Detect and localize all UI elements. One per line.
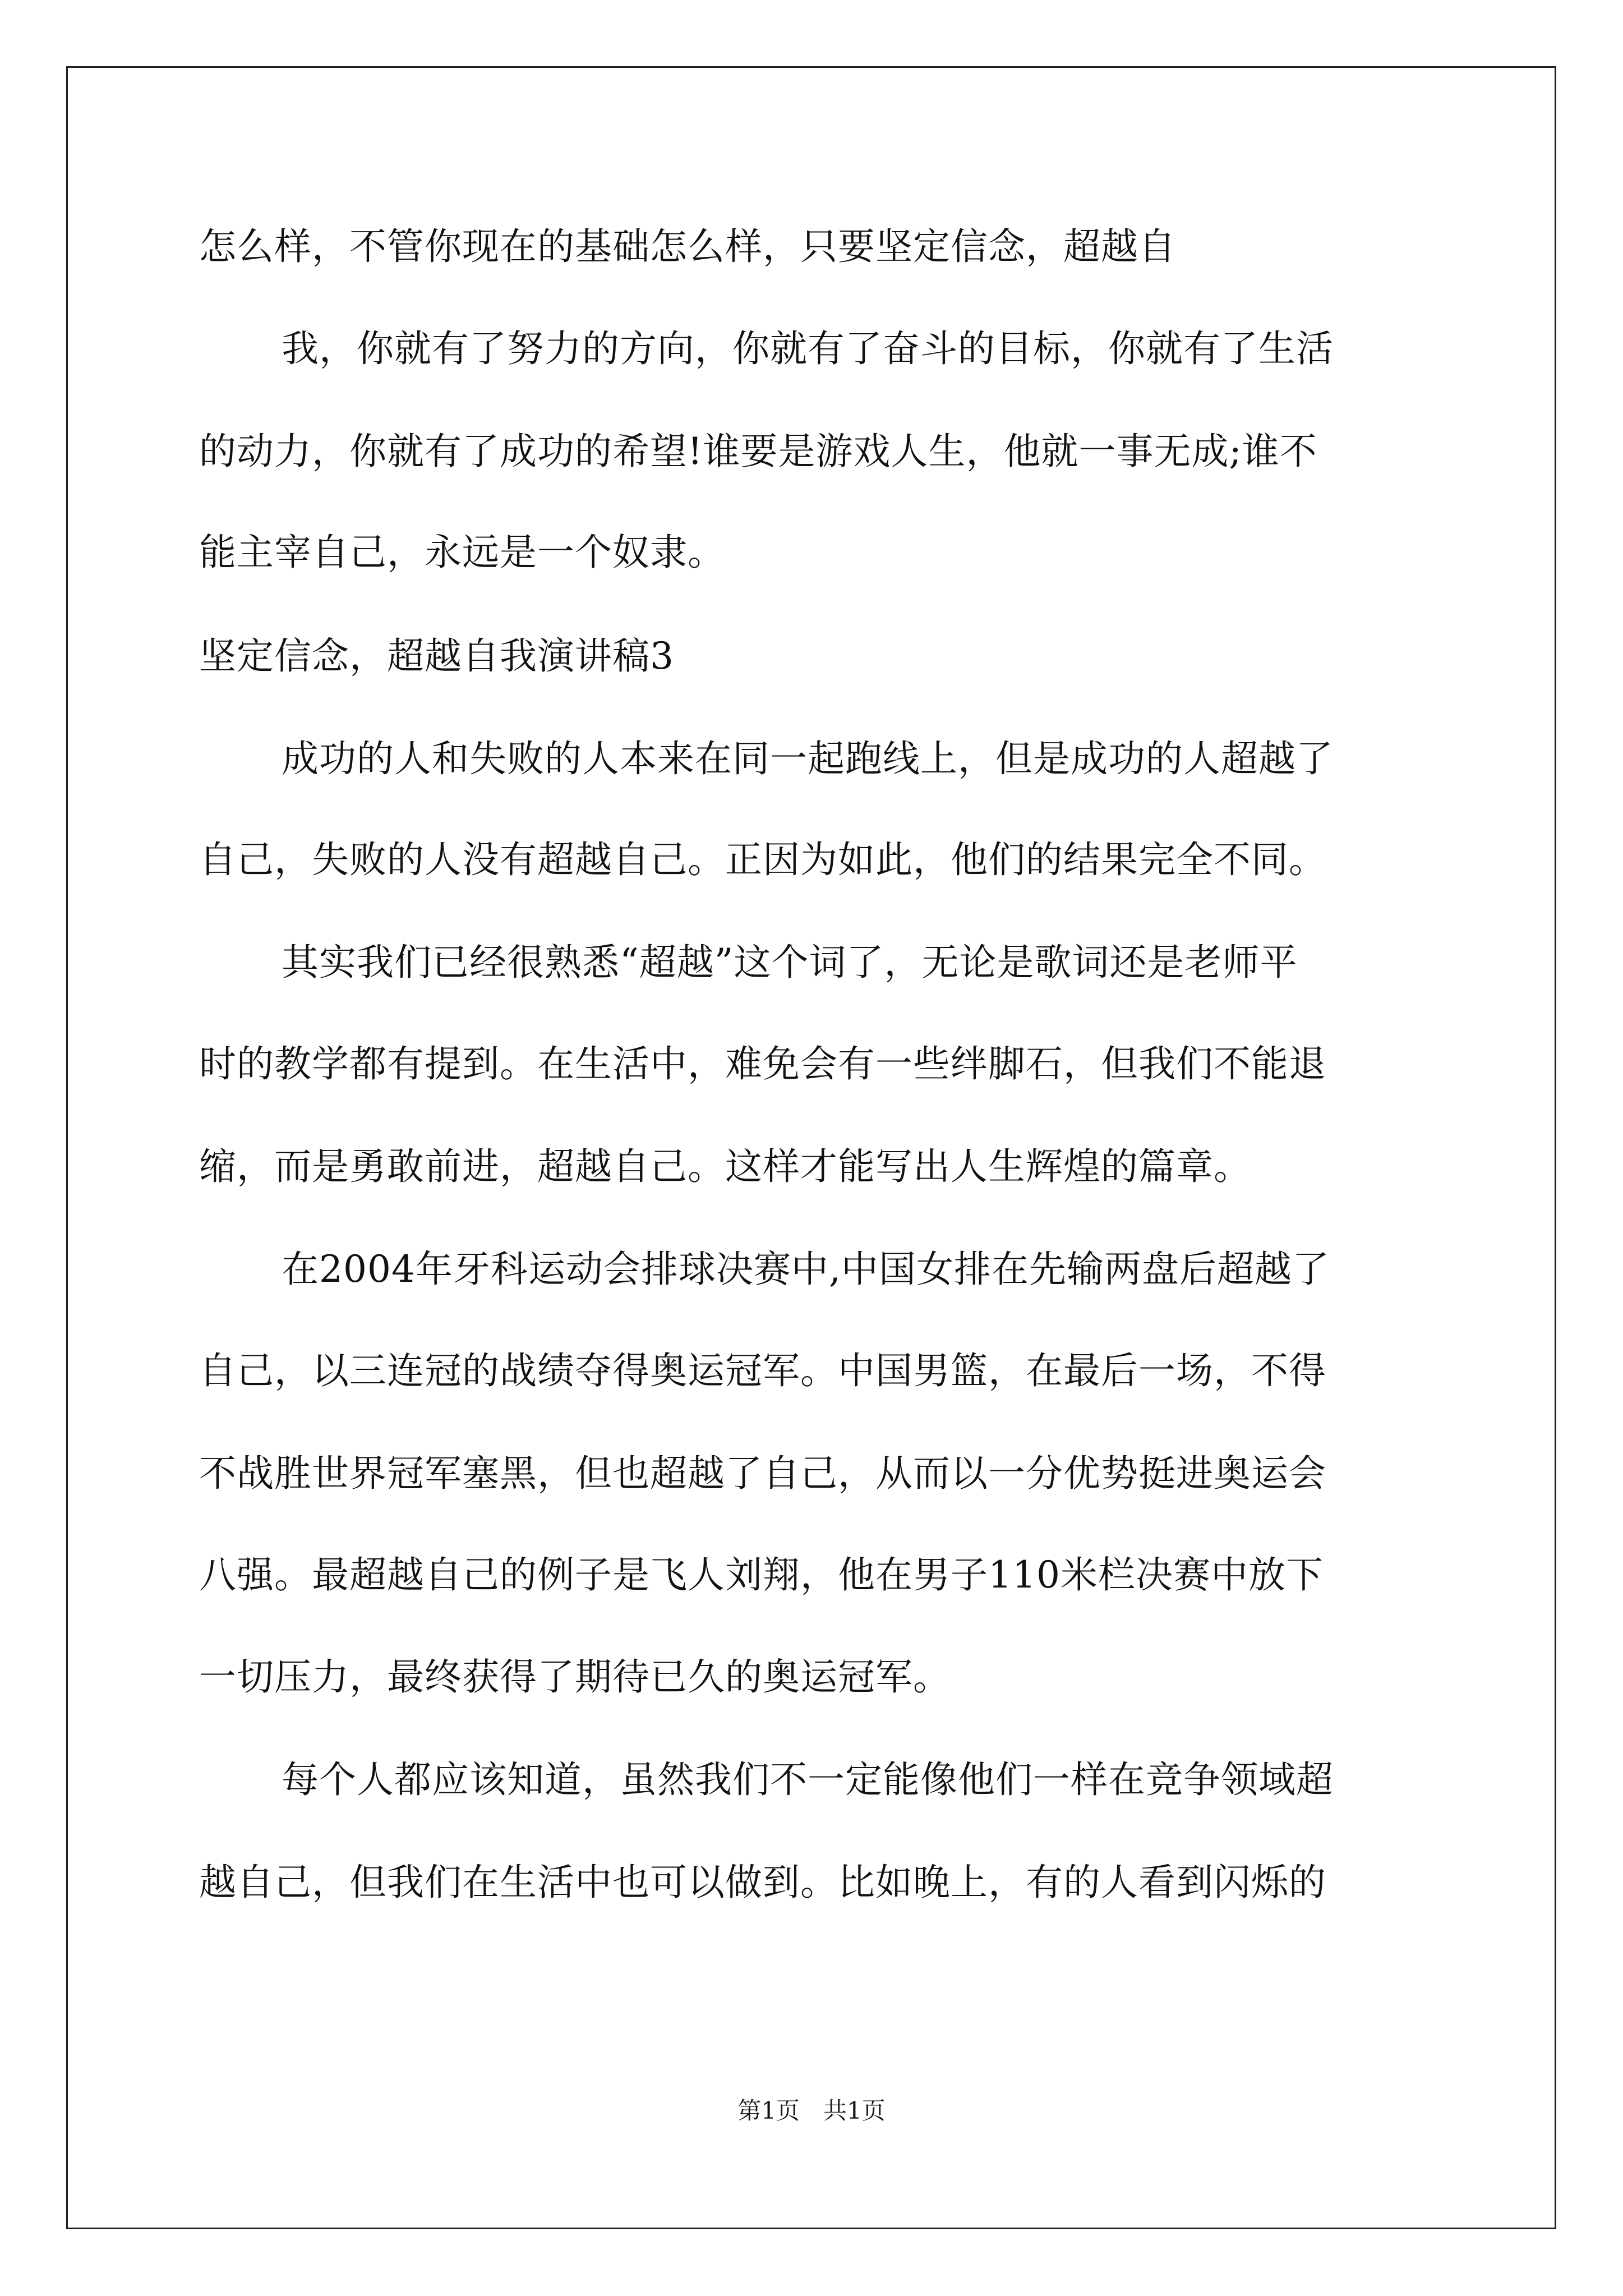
text-line: 我，你就有了努力的方向，你就有了奋斗的目标，你就有了生活: [282, 327, 1334, 370]
text-line: 怎么样，不管你现在的基础怎么样，只要坚定信念，超越自: [199, 225, 1176, 268]
text-line: 其实我们已经很熟悉“超越”这个词了，无论是歌词还是老师平: [282, 941, 1298, 984]
section-heading: 坚定信念，超越自我演讲稿3: [199, 634, 674, 678]
text-line: 八强。最超越自己的例子是飞人刘翔，他在男子110米栏决赛中放下: [199, 1553, 1324, 1596]
text-line: 一切压力，最终获得了期待已久的奥运冠军。: [199, 1655, 951, 1699]
text-line: 的动力，你就有了成功的希望!谁要是游戏人生，他就一事无成;谁不: [199, 430, 1317, 473]
text-line: 自己，以三连冠的战绩夺得奥运冠军。中国男篮，在最后一场，不得: [199, 1349, 1326, 1392]
text-line: 不战胜世界冠军塞黑，但也超越了自己，从而以一分优势挺进奥运会: [199, 1452, 1326, 1495]
text-line: 能主宰自己，永远是一个奴隶。: [199, 531, 725, 574]
text-line: 越自己，但我们在生活中也可以做到。比如晚上，有的人看到闪烁的: [199, 1861, 1326, 1904]
text-line: 每个人都应该知道，虽然我们不一定能像他们一样在竞争领域超: [282, 1758, 1334, 1801]
text-line: 成功的人和失败的人本来在同一起跑线上，但是成功的人超越了: [282, 737, 1334, 780]
text-line: 自己，失败的人没有超越自己。正因为如此，他们的结果完全不同。: [199, 838, 1326, 881]
text-line: 在2004年牙科运动会排球决赛中,中国女排在先输两盘后超越了: [282, 1248, 1330, 1291]
text-line: 缩，而是勇敢前进，超越自己。这样才能写出人生辉煌的篇章。: [199, 1145, 1251, 1188]
text-line: 时的教学都有提到。在生活中，难免会有一些绊脚石，但我们不能退: [199, 1042, 1326, 1085]
page-footer: 第1页 共1页: [737, 2097, 886, 2124]
